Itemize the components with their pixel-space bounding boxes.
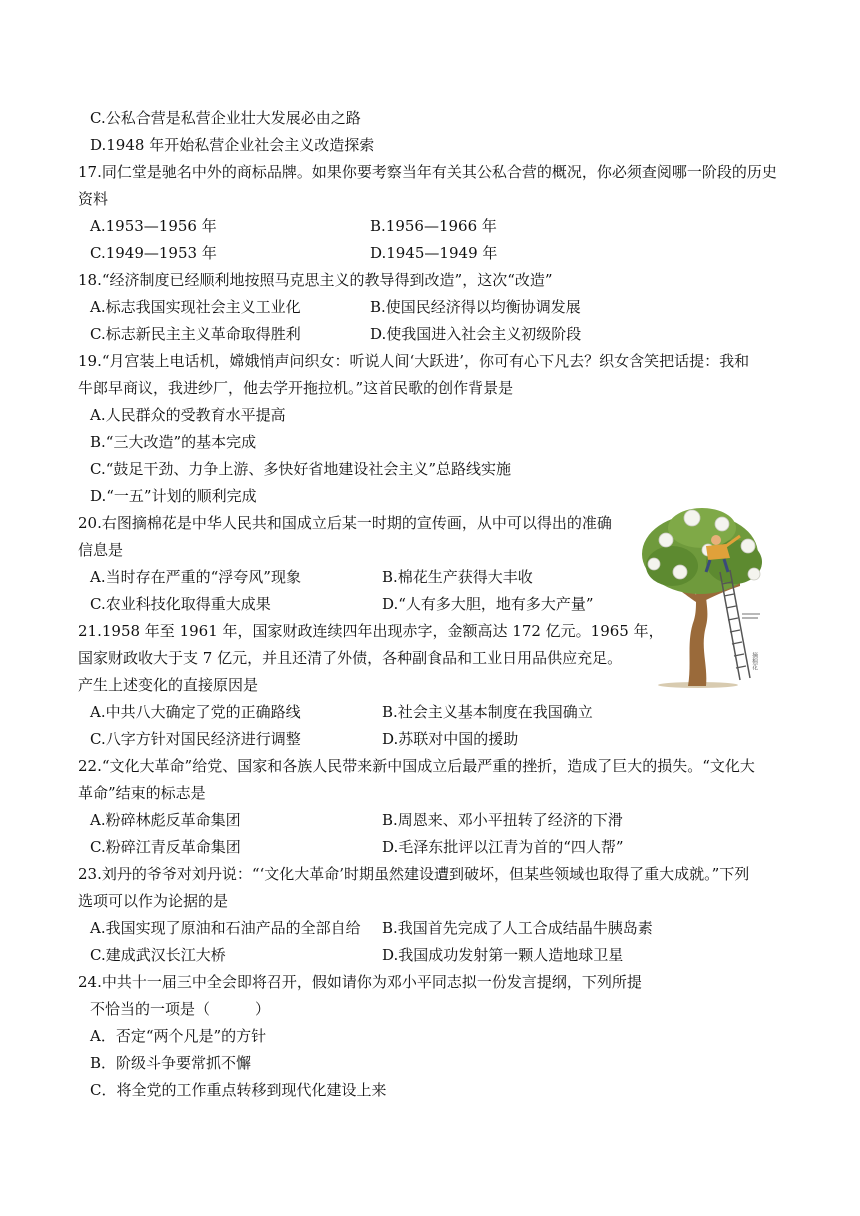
q23-stem-line1: 23.刘丹的爷爷对刘丹说：“‘文化大革命’时期虽然建设遭到破坏，但某些领域也取得了重大成就。”下列: [78, 865, 750, 883]
q18-option-a: A.标志我国实现社会主义工业化: [90, 298, 301, 316]
q21-stem-line3: 产生上述变化的直接原因是: [78, 676, 259, 694]
q18-option-d: D.使我国进入社会主义初级阶段: [370, 325, 582, 343]
q21-option-a: A.中共八大确定了党的正确路线: [90, 703, 301, 721]
q17-option-a: A.1953—1956 年: [90, 217, 217, 235]
q19-option-b: B.“三大改造”的基本完成: [90, 433, 257, 451]
q19-stem-line2: 牛郎早商议，我进纱厂，他去学开拖拉机。”这首民歌的创作背景是: [78, 379, 514, 397]
q24-stem-line1: 24.中共十一届三中全会即将召开，假如请你为邓小平同志拟一份发言提纲，下列所提: [78, 973, 642, 991]
q16-option-c: C.公私合营是私营企业壮大发展必由之路: [90, 109, 361, 127]
q17-option-c: C.1949—1953 年: [90, 244, 217, 262]
q23-option-d: D.我国成功发射第一颗人造地球卫星: [382, 946, 624, 964]
q20-option-b: B.棉花生产获得大丰收: [382, 568, 533, 586]
q20-stem-line2: 信息是: [78, 541, 124, 559]
q22-option-b: B.周恩来、邓小平扭转了经济的下滑: [382, 811, 623, 829]
poster-caption: 摘棉花: [750, 652, 758, 670]
q21-option-d: D.苏联对中国的援助: [382, 730, 519, 748]
q16-option-d: D.1948 年开始私营企业社会主义改造探索: [90, 136, 375, 154]
q17-stem-line2: 资料: [78, 190, 109, 208]
q17-stem-line1: 17.同仁堂是驰名中外的商标品牌。如果你要考察当年有关其公私合营的概况，你必须查阅哪一阶段的历史: [78, 163, 777, 181]
q17-option-d: D.1945—1949 年: [370, 244, 498, 262]
q18-option-c: C.标志新民主主义革命取得胜利: [90, 325, 301, 343]
q21-stem-line1: 21.1958 年至 1961 年，国家财政连续四年出现赤字，金额高达 172 亿元。1965 年，: [78, 622, 664, 640]
q22-option-a: A.粉碎林彪反革命集团: [90, 811, 241, 829]
q24-option-a: A．否定“两个凡是”的方针: [90, 1027, 267, 1045]
q19-option-c: C.“鼓足干劲、力争上游、多快好省地建设社会主义”总路线实施: [90, 460, 512, 478]
q20-option-c: C.农业科技化取得重大成果: [90, 595, 271, 613]
cotton-picking-poster-image: [636, 502, 772, 690]
q20-option-d: D.“人有多大胆，地有多大产量”: [382, 595, 594, 613]
q22-stem-line1: 22.“文化大革命”给党、国家和各族人民带来新中国成立后最严重的挫折，造成了巨大的损失。“文化大: [78, 757, 755, 775]
q19-option-d: D.“一五”计划的顺利完成: [90, 487, 257, 505]
q20-stem-line1: 20.右图摘棉花是中华人民共和国成立后某一时期的宣传画，从中可以得出的准确: [78, 514, 612, 532]
q19-stem-line1: 19.“月宫装上电话机，嫦娥悄声问织女：听说人间‘大跃进’，你可有心下凡去？织女含笑把话提：我和: [78, 352, 750, 370]
q24-option-b: B．阶级斗争要常抓不懈: [90, 1054, 252, 1072]
q22-option-d: D.毛泽东批评以江青为首的“四人帮”: [382, 838, 624, 856]
q18-option-b: B.使国民经济得以均衡协调发展: [370, 298, 581, 316]
q23-option-a: A.我国实现了原油和石油产品的全部自给: [90, 919, 361, 937]
q24-stem-line2: 不恰当的一项是（ ）: [90, 1000, 271, 1018]
q23-option-b: B.我国首先完成了人工合成结晶牛胰岛素: [382, 919, 653, 937]
q22-option-c: C.粉碎江青反革命集团: [90, 838, 241, 856]
q24-option-c: C．将全党的工作重点转移到现代化建设上来: [90, 1081, 387, 1099]
q22-stem-line2: 革命”结束的标志是: [78, 784, 206, 802]
q21-option-c: C.八字方针对国民经济进行调整: [90, 730, 301, 748]
q19-option-a: A.人民群众的受教育水平提高: [90, 406, 286, 424]
q20-option-a: A.当时存在严重的“浮夸风”现象: [90, 568, 301, 586]
q17-option-b: B.1956—1966 年: [370, 217, 497, 235]
q23-option-c: C.建成武汉长江大桥: [90, 946, 226, 964]
q21-option-b: B.社会主义基本制度在我国确立: [382, 703, 593, 721]
q23-stem-line2: 选项可以作为论据的是: [78, 892, 229, 910]
q18-stem: 18.“经济制度已经顺利地按照马克思主义的教导得到改造”，这次“改造”: [78, 271, 553, 289]
q21-stem-line2: 国家财政收大于支 7 亿元，并且还清了外债，各种副食品和工业日用品供应充足。: [78, 649, 623, 667]
